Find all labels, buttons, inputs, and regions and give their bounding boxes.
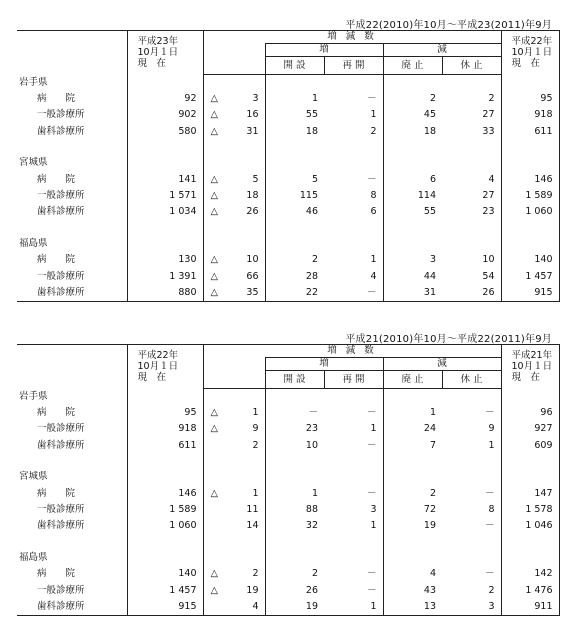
reopened-count: 2 [370, 125, 377, 137]
decrease-mark: △ [210, 270, 218, 282]
facility-type: 病 院 [37, 92, 76, 104]
table-row [17, 566, 559, 582]
facility-change-table [17, 344, 560, 616]
start-count: 146 [127, 486, 203, 502]
opened-count: 26 [265, 583, 324, 599]
opened-count: 19 [265, 599, 324, 616]
start-count: 880 [127, 285, 203, 302]
start-count: 915 [127, 599, 203, 616]
table-row [17, 204, 559, 220]
table-row [17, 421, 559, 437]
change-spacer [203, 358, 265, 371]
table-row [17, 583, 559, 599]
decrease-mark [203, 438, 225, 454]
suspended-count: － [485, 520, 495, 532]
change-spacer [203, 44, 265, 57]
closed-count: 31 [383, 285, 442, 302]
start-date-label: 10月１日 [137, 47, 179, 58]
decrease-mark: △ [210, 109, 218, 121]
table-row [17, 502, 559, 518]
change-column-spacer [203, 57, 265, 75]
end-date-label: 10月１日 [511, 361, 553, 372]
facility-type: 歯科診療所 [17, 599, 127, 616]
start-count: 1 457 [127, 583, 203, 599]
reopened-count: 4 [370, 270, 377, 282]
reopened-count: 1 [370, 520, 377, 532]
reopened-count: － [366, 584, 377, 596]
opened-count: 2 [265, 252, 324, 268]
end-count: 1 578 [501, 502, 559, 518]
end-count: 927 [501, 421, 559, 437]
closed-count: 45 [383, 107, 442, 123]
prefecture-row [17, 469, 559, 485]
suspended-count: 27 [482, 109, 495, 121]
decrease-mark: △ [210, 173, 218, 185]
label-column-header [17, 345, 127, 389]
net-change: 10 [246, 254, 259, 266]
facility-type: 一般診療所 [37, 270, 85, 282]
opened-count: 1 [265, 91, 324, 107]
suspended-count: 26 [442, 285, 501, 302]
decrease-mark: △ [210, 568, 218, 580]
net-change: 18 [246, 189, 259, 201]
net-change: 9 [252, 423, 259, 435]
net-change: 4 [225, 599, 265, 616]
start-date-header [127, 31, 203, 75]
opened-count: 22 [265, 285, 324, 302]
suspended-count: 9 [488, 423, 495, 435]
prefecture-spacer [17, 535, 559, 550]
start-count: 92 [127, 91, 203, 107]
reopened-count: － [324, 285, 383, 302]
reopened-count: － [366, 568, 377, 580]
table-row [17, 405, 559, 421]
reopened-count: － [366, 487, 377, 499]
decrease-mark: △ [210, 406, 218, 418]
suspended-count: 23 [482, 206, 495, 218]
increase-header: 増 [265, 44, 383, 57]
label-column-header [17, 31, 127, 75]
end-date-label: 10月１日 [511, 47, 553, 58]
closed-count: 44 [383, 269, 442, 285]
closed-count: 55 [383, 204, 442, 220]
facility-type: 病 院 [37, 568, 76, 580]
start-count: 130 [127, 252, 203, 268]
net-change: 11 [246, 503, 259, 515]
net-change: 66 [246, 270, 259, 282]
start-era-label: 平成23年 [137, 36, 179, 47]
reopened-count: 1 [370, 254, 377, 266]
decrease-mark: △ [210, 206, 218, 218]
opened-count: 10 [265, 438, 324, 454]
facility-type: 病 院 [37, 173, 76, 185]
suspended-count: 1 [488, 439, 495, 451]
net-change: 26 [246, 206, 259, 218]
facility-type: 病 院 [37, 487, 76, 499]
end-count: 611 [501, 124, 559, 140]
net-change: 35 [225, 285, 265, 302]
net-change: 5 [252, 173, 259, 185]
column-header-2: 廃 止 [383, 57, 442, 75]
prefecture-name: 宮城県 [19, 471, 48, 483]
prefecture-row [17, 550, 559, 566]
start-count: 1 034 [127, 204, 203, 220]
net-change: 14 [246, 520, 259, 532]
prefecture-name: 福島県 [19, 237, 48, 249]
table-row [17, 438, 559, 454]
end-count: 1 589 [501, 188, 559, 204]
opened-count: 2 [265, 566, 324, 582]
prefecture-spacer [17, 140, 559, 155]
opened-count: 46 [265, 204, 324, 220]
reopened-count: 1 [370, 423, 377, 435]
opened-count: 18 [265, 124, 324, 140]
decrease-mark [203, 502, 225, 518]
closed-count: 114 [383, 188, 442, 204]
facility-type: 歯科診療所 [37, 206, 85, 218]
closed-count: 13 [383, 599, 442, 616]
opened-count: 55 [265, 107, 324, 123]
opened-count: － [265, 405, 324, 421]
prefecture-row [17, 389, 559, 405]
start-count: 580 [127, 124, 203, 140]
column-header-3: 休 止 [442, 371, 501, 389]
period-caption: 平成22(2010)年10月～平成23(2011)年9月 [345, 20, 552, 31]
table-row [17, 124, 559, 140]
prefecture-row [17, 236, 559, 252]
prefecture-name: 岩手県 [19, 390, 48, 402]
reopened-count: 1 [324, 599, 383, 616]
suspended-count: 2 [488, 92, 495, 104]
table-row [17, 91, 559, 107]
closed-count: 1 [383, 405, 442, 421]
prefecture-row [17, 155, 559, 171]
closed-count: 24 [383, 421, 442, 437]
reopened-count: － [366, 92, 377, 104]
table-row [17, 269, 559, 285]
prefecture-spacer [17, 454, 559, 469]
end-count: 918 [501, 107, 559, 123]
table-row [17, 188, 559, 204]
end-count: 1 457 [501, 269, 559, 285]
net-change: 2 [252, 439, 259, 451]
start-count: 141 [127, 172, 203, 188]
facility-type: 歯科診療所 [17, 285, 127, 302]
end-count: 146 [501, 172, 559, 188]
suspended-count: 54 [482, 270, 495, 282]
suspended-count: 27 [482, 189, 495, 201]
opened-count: 1 [265, 486, 324, 502]
reopened-count: 6 [370, 206, 377, 218]
facility-type: 一般診療所 [37, 109, 85, 121]
end-as-of-label: 現 在 [511, 58, 541, 69]
column-header-0: 開 設 [265, 57, 324, 75]
decrease-mark [203, 518, 225, 534]
start-count: 1 060 [127, 518, 203, 534]
suspended-count: － [485, 406, 495, 418]
facility-type: 一般診療所 [37, 503, 85, 515]
table-row [17, 107, 559, 123]
net-change: 31 [246, 125, 259, 137]
facility-change-table [17, 30, 560, 302]
closed-count: 6 [383, 172, 442, 188]
start-as-of-label: 現 在 [137, 58, 167, 69]
end-era-label: 平成21年 [511, 350, 553, 361]
decrease-header: 減 [383, 358, 501, 371]
facility-type: 一般診療所 [37, 423, 85, 435]
increase-header: 増 [265, 358, 383, 371]
end-count: 1 060 [501, 204, 559, 220]
decrease-mark: △ [210, 584, 218, 596]
end-count: 140 [501, 252, 559, 268]
table-row [17, 172, 559, 188]
column-header-3: 休 止 [442, 57, 501, 75]
table-row [17, 518, 559, 534]
facility-type: 歯科診療所 [37, 439, 85, 451]
prefecture-name: 宮城県 [19, 157, 48, 169]
start-date-label: 10月１日 [137, 361, 179, 372]
table-row [17, 599, 559, 616]
net-change: 16 [246, 109, 259, 121]
facility-type: 病 院 [37, 254, 76, 266]
opened-count: 32 [265, 518, 324, 534]
opened-count: 88 [265, 502, 324, 518]
column-header-2: 廃 止 [383, 371, 442, 389]
decrease-mark: △ [210, 189, 218, 201]
decrease-header: 減 [383, 44, 501, 57]
decrease-mark: △ [210, 92, 218, 104]
suspended-count: 33 [482, 125, 495, 137]
closed-count: 2 [383, 486, 442, 502]
prefecture-name: 福島県 [19, 551, 48, 563]
start-count: 611 [127, 438, 203, 454]
reopened-count: 3 [370, 503, 377, 515]
start-count: 1 589 [127, 502, 203, 518]
opened-count: 5 [265, 172, 324, 188]
column-header-1: 再 開 [324, 57, 383, 75]
closed-count: 3 [383, 252, 442, 268]
start-era-label: 平成22年 [137, 350, 179, 361]
suspended-count: － [485, 568, 495, 580]
change-column-spacer [203, 371, 265, 389]
table-row [17, 285, 559, 302]
end-date-header [501, 31, 559, 75]
prefecture-name: 岩手県 [19, 76, 48, 88]
decrease-mark: △ [210, 125, 218, 137]
opened-count: 28 [265, 269, 324, 285]
prefecture-spacer [17, 221, 559, 236]
start-as-of-label: 現 在 [137, 372, 167, 383]
facility-type: 一般診療所 [37, 584, 85, 596]
table-row [17, 252, 559, 268]
start-date-header [127, 345, 203, 389]
closed-count: 72 [383, 502, 442, 518]
end-count: 915 [501, 285, 559, 302]
reopened-count: － [366, 173, 377, 185]
prefecture-row [17, 75, 559, 91]
start-count: 918 [127, 421, 203, 437]
reopened-count: 8 [370, 189, 377, 201]
change-count-header: 増 減 数 [203, 31, 501, 44]
opened-count: 115 [265, 188, 324, 204]
start-count: 1 391 [127, 269, 203, 285]
reopened-count: － [366, 406, 377, 418]
start-count: 1 571 [127, 188, 203, 204]
closed-count: 43 [383, 583, 442, 599]
decrease-mark: △ [203, 285, 225, 302]
column-header-0: 開 設 [265, 371, 324, 389]
opened-count: 23 [265, 421, 324, 437]
period-caption: 平成21(2010)年10月～平成22(2011)年9月 [345, 334, 552, 345]
decrease-mark: △ [210, 254, 218, 266]
end-date-header [501, 345, 559, 389]
decrease-mark: △ [210, 423, 218, 435]
reopened-count: － [366, 439, 377, 451]
end-count: 1 476 [501, 583, 559, 599]
closed-count: 2 [383, 91, 442, 107]
end-count: 142 [501, 566, 559, 582]
change-count-header: 増 減 数 [203, 345, 501, 358]
end-count: 609 [501, 438, 559, 454]
end-count: 96 [501, 405, 559, 421]
closed-count: 19 [383, 518, 442, 534]
net-change: 1 [252, 406, 259, 418]
end-count: 95 [501, 91, 559, 107]
facility-type: 病 院 [37, 406, 76, 418]
start-count: 902 [127, 107, 203, 123]
suspended-count: 2 [488, 584, 495, 596]
end-count: 1 046 [501, 518, 559, 534]
decrease-mark: △ [210, 487, 218, 499]
net-change: 1 [252, 487, 259, 499]
net-change: 2 [252, 568, 259, 580]
reopened-count: 1 [370, 109, 377, 121]
suspended-count: － [485, 487, 495, 499]
facility-type: 歯科診療所 [37, 520, 85, 532]
net-change: 19 [246, 584, 259, 596]
column-header-1: 再 開 [324, 371, 383, 389]
closed-count: 4 [383, 566, 442, 582]
end-as-of-label: 現 在 [511, 372, 541, 383]
suspended-count: 8 [488, 503, 495, 515]
end-era-label: 平成22年 [511, 36, 553, 47]
suspended-count: 10 [482, 254, 495, 266]
closed-count: 18 [383, 124, 442, 140]
net-change: 3 [252, 92, 259, 104]
suspended-count: 4 [488, 173, 495, 185]
decrease-mark [203, 599, 225, 616]
suspended-count: 3 [442, 599, 501, 616]
start-count: 95 [127, 405, 203, 421]
facility-type: 一般診療所 [37, 189, 85, 201]
closed-count: 7 [383, 438, 442, 454]
end-count: 911 [501, 599, 559, 616]
end-count: 147 [501, 486, 559, 502]
table-row [17, 486, 559, 502]
start-count: 140 [127, 566, 203, 582]
facility-type: 歯科診療所 [37, 125, 85, 137]
